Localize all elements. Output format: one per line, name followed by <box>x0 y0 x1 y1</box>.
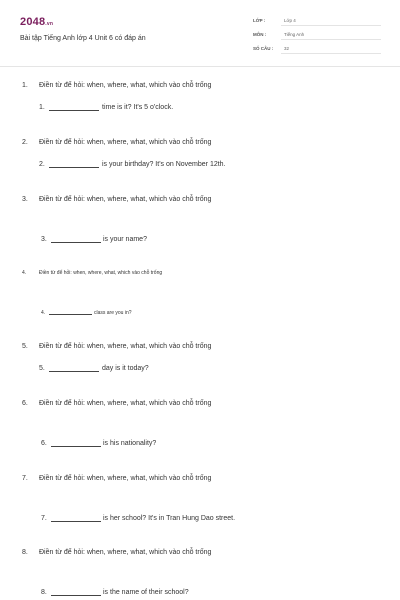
answer-number: 1. <box>39 104 45 111</box>
answer-text: is her school? It's in Tran Hung Dao street. <box>103 515 236 522</box>
question-prompt: Điền từ để hỏi: when, where, what, which vào chỗ trống <box>39 82 212 89</box>
meta-rule <box>281 39 381 40</box>
answer-number: 5. <box>39 365 45 372</box>
meta-rule <box>281 25 381 26</box>
question-number: 8. <box>22 549 28 556</box>
meta-value: 32 <box>284 46 290 51</box>
question-prompt: Điền từ để hỏi: when, where, what, which vào chỗ trống <box>39 270 163 276</box>
meta-value: Lớp 4 <box>284 18 296 23</box>
worksheet-title: Bài tập Tiếng Anh lớp 4 Unit 6 có đáp án <box>20 35 146 42</box>
answer-blank[interactable] <box>51 236 101 243</box>
answer-blank[interactable] <box>51 515 101 522</box>
answer-blank[interactable] <box>49 310 92 315</box>
question-prompt: Điền từ để hỏi: when, where, what, which vào chỗ trống <box>39 343 212 350</box>
question-number: 2. <box>22 139 28 146</box>
meta-key: SỐ CÂU : <box>253 46 274 51</box>
meta-value: Tiếng Anh <box>284 32 305 37</box>
answer-text: is his nationality? <box>103 440 157 447</box>
answer-text: time is it? It's 5 o'clock. <box>102 104 174 111</box>
question-prompt: Điền từ để hỏi: when, where, what, which vào chỗ trống <box>39 400 212 407</box>
question-number: 7. <box>22 475 28 482</box>
meta-key: MÔN : <box>253 32 267 37</box>
answer-text: is your birthday? It's on November 12th. <box>102 161 226 168</box>
question-number: 4. <box>22 270 27 276</box>
question-prompt: Điền từ để hỏi: when, where, what, which vào chỗ trống <box>39 475 212 482</box>
question-number: 1. <box>22 82 28 89</box>
logo-suffix: .vn <box>45 21 54 27</box>
answer-number: 4. <box>41 310 46 316</box>
answer-blank[interactable] <box>49 365 99 372</box>
site-logo[interactable] <box>20 16 53 28</box>
question-prompt: Điền từ để hỏi: when, where, what, which vào chỗ trống <box>39 549 212 556</box>
header-divider <box>0 66 400 67</box>
question-prompt: Điền từ để hỏi: when, where, what, which vào chỗ trống <box>39 196 212 203</box>
question-number: 5. <box>22 343 28 350</box>
question-prompt: Điền từ để hỏi: when, where, what, which vào chỗ trống <box>39 139 212 146</box>
meta-key: LỚP : <box>253 18 266 23</box>
answer-text: class are you in? <box>94 310 132 316</box>
answer-number: 7. <box>41 515 47 522</box>
question-number: 3. <box>22 196 28 203</box>
answer-text: is the name of their school? <box>103 589 189 596</box>
question-number: 6. <box>22 400 28 407</box>
answer-number: 6. <box>41 440 47 447</box>
logo-text: 2048 <box>20 16 46 28</box>
meta-rule <box>281 53 381 54</box>
answer-number: 8. <box>41 589 47 596</box>
answer-number: 2. <box>39 161 45 168</box>
answer-blank[interactable] <box>51 589 101 596</box>
answer-text: is your name? <box>103 236 147 243</box>
answer-blank[interactable] <box>49 104 99 111</box>
answer-number: 3. <box>41 236 47 243</box>
answer-blank[interactable] <box>49 161 99 168</box>
answer-text: day is it today? <box>102 365 149 372</box>
worksheet-header <box>0 0 400 64</box>
answer-blank[interactable] <box>51 440 101 447</box>
